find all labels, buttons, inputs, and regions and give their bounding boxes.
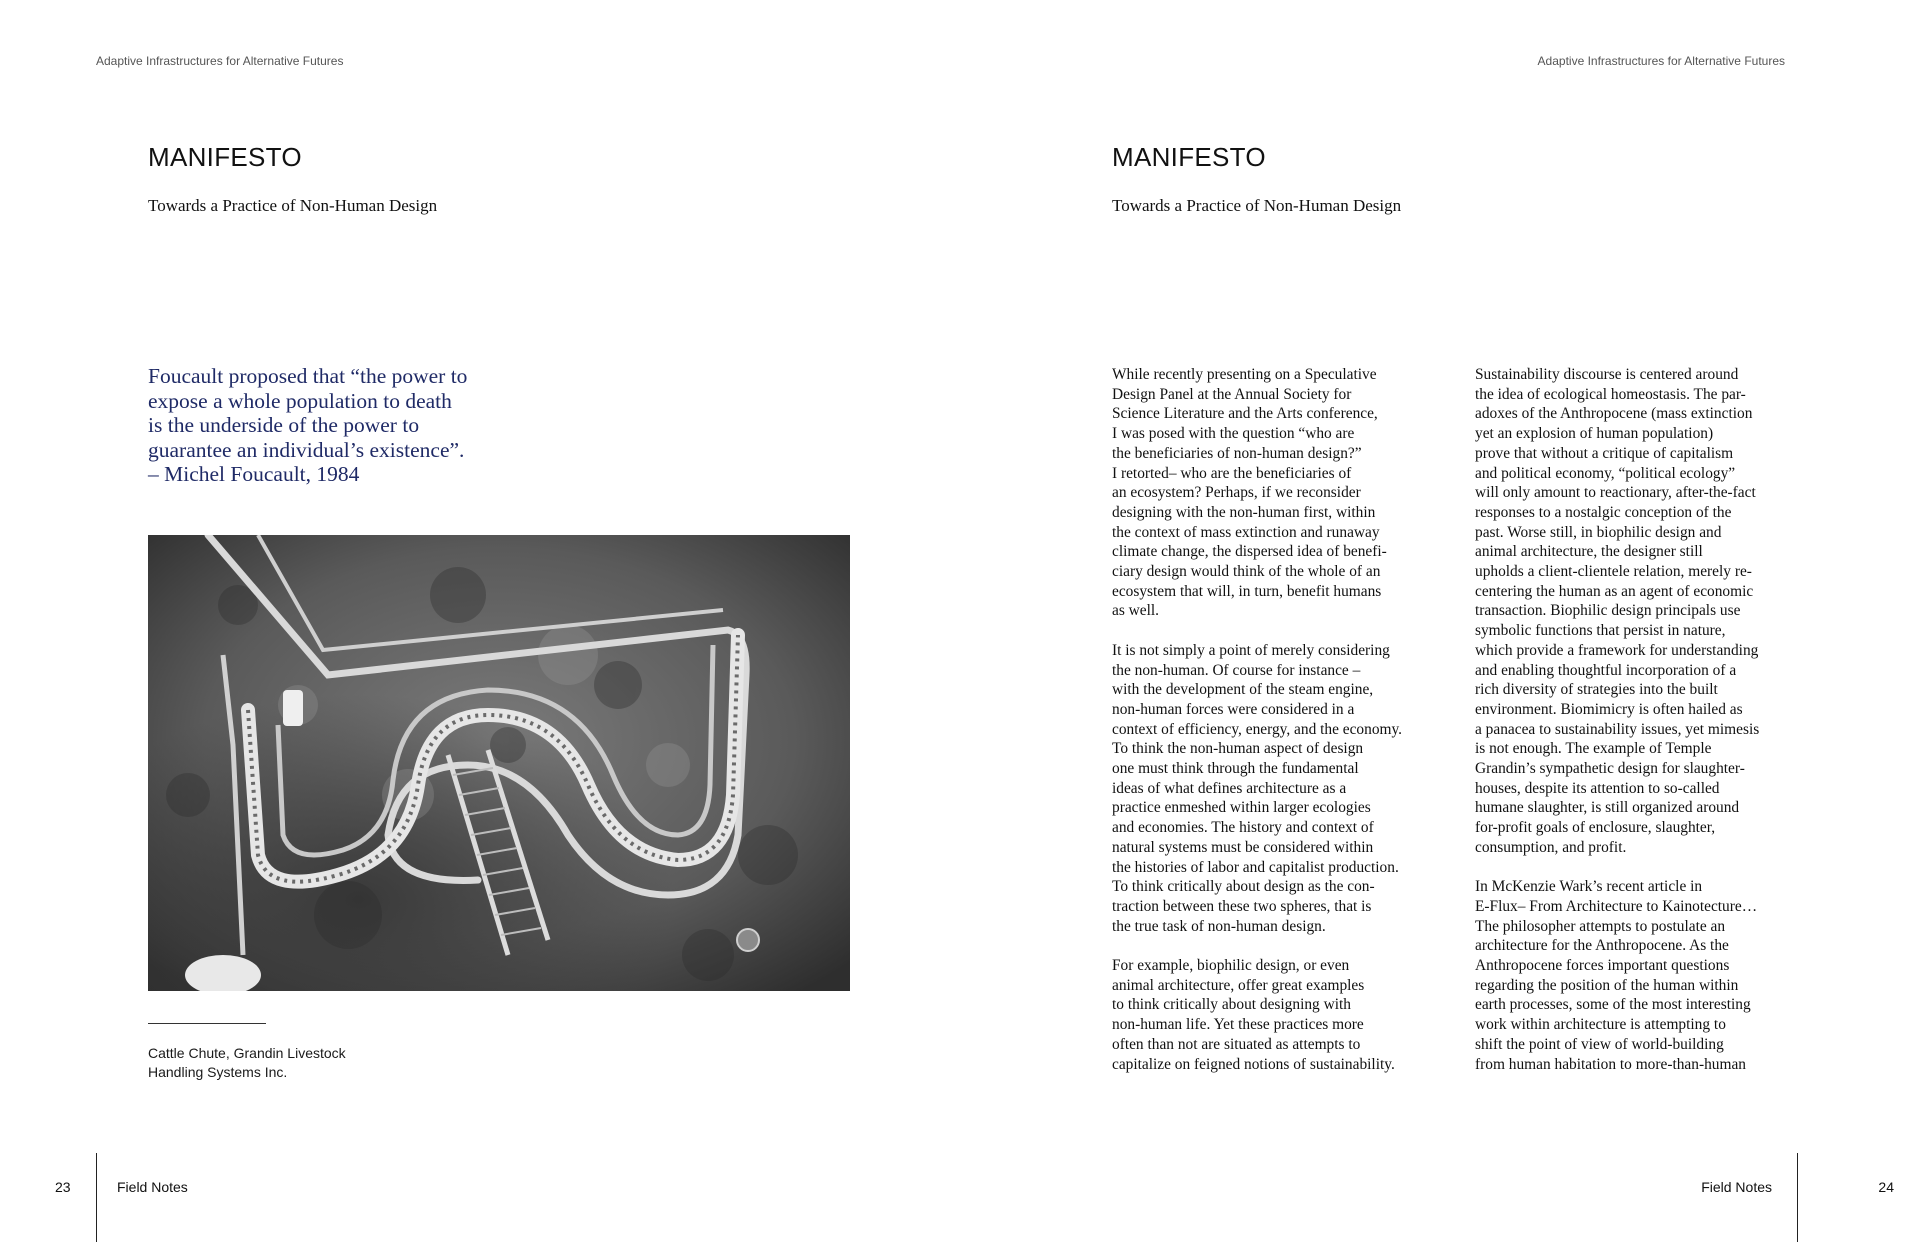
body-text-line: designing with the non-human first, within — [1112, 503, 1376, 521]
body-text-line: shift the point of view of world-building — [1475, 1035, 1724, 1053]
body-text-line: animal architecture, the designer still — [1475, 543, 1703, 561]
folio-label-left: Field Notes — [117, 1179, 188, 1195]
page-number-right: 24 — [1878, 1179, 1894, 1195]
body-text-line: For example, biophilic design, or even — [1112, 957, 1350, 975]
body-text-line: earth processes, some of the most interesting — [1475, 996, 1751, 1014]
body-column-2 — [1475, 365, 1800, 1094]
quote-line: Foucault proposed that “the power to — [148, 364, 468, 388]
body-text-line: traction between these two spheres, that is — [1112, 897, 1372, 915]
body-text-line: and political economy, “political ecology” — [1475, 464, 1736, 482]
body-text-line: It is not simply a point of merely considering — [1112, 641, 1390, 659]
body-text-line: will only amount to reactionary, after-the-fact — [1475, 484, 1756, 502]
folio-label-right: Field Notes — [1701, 1179, 1772, 1195]
body-text-line: often than not are situated as attempts to — [1112, 1035, 1361, 1053]
body-text-line: symbolic functions that persist in nature, — [1475, 622, 1726, 640]
photo-caption — [148, 1044, 408, 1082]
page-title: MANIFESTO — [148, 142, 302, 172]
body-text-line: non-human life. Yet these practices more — [1112, 1016, 1364, 1034]
body-text-line: for-profit goals of enclosure, slaughter, — [1475, 819, 1716, 837]
caption-line: Cattle Chute, Grandin Livestock — [148, 1045, 346, 1061]
body-text-line: to think critically about designing with — [1112, 996, 1351, 1014]
body-text-line: ideas of what defines architecture as a — [1112, 779, 1347, 797]
body-text-line: and enabling thoughtful incorporation of a — [1475, 661, 1737, 679]
body-text-line: past. Worse still, in biophilic design and — [1475, 523, 1722, 541]
body-text-line: is not enough. The example of Temple — [1475, 740, 1712, 758]
body-text-line: While recently presenting on a Speculative — [1112, 366, 1377, 383]
body-paragraph — [1112, 641, 1437, 937]
running-head-left: Adaptive Infrastructures for Alternative Futures — [96, 54, 344, 68]
body-text-line: rich diversity of strategies into the built — [1475, 681, 1718, 699]
body-text-line: consumption, and profit. — [1475, 838, 1627, 856]
body-text-line: Science Literature and the Arts conference, — [1112, 405, 1378, 423]
body-text-line: Anthropocene forces important questions — [1475, 957, 1730, 975]
running-head-right: Adaptive Infrastructures for Alternative Futures — [1537, 54, 1785, 68]
body-text-line: ciary design would think of the whole of an — [1112, 563, 1381, 581]
body-text-line: prove that without a critique of capitalism — [1475, 444, 1734, 462]
quote-line: is the underside of the power to — [148, 413, 420, 437]
body-text-line: transaction. Biophilic design principals use — [1475, 602, 1741, 620]
body-text-line: practice enmeshed within larger ecologies — [1112, 799, 1371, 817]
body-text-line: the beneficiaries of non-human design?” — [1112, 444, 1362, 462]
body-text-line: the true task of non-human design. — [1112, 917, 1326, 935]
body-text-line: a panacea to sustainability issues, yet mimesis — [1475, 720, 1760, 738]
body-text-line: Sustainability discourse is centered around — [1475, 366, 1739, 383]
body-paragraph — [1112, 956, 1437, 1074]
body-text-line: work within architecture is attempting to — [1475, 1016, 1726, 1034]
body-text-line: animal architecture, offer great examples — [1112, 976, 1365, 994]
body-paragraph — [1112, 365, 1437, 621]
body-text-line: responses to a nostalgic conception of the — [1475, 503, 1732, 521]
body-text-line: To think the non-human aspect of design — [1112, 740, 1364, 758]
page-title: MANIFESTO — [1112, 142, 1266, 172]
body-text-line: The philosopher attempts to postulate an — [1475, 917, 1726, 935]
body-text-line: the context of mass extinction and runaway — [1112, 523, 1380, 541]
quote-line: expose a whole population to death — [148, 388, 452, 413]
body-text-line: natural systems must be considered within — [1112, 838, 1374, 856]
folio-divider-left — [96, 1153, 97, 1242]
body-text-line: and economies. The history and context of — [1112, 819, 1374, 837]
body-text-line: environment. Biomimicry is often hailed as — [1475, 700, 1743, 718]
right-page — [960, 0, 1920, 1242]
body-text-line: Grandin’s sympathetic design for slaughter- — [1475, 760, 1745, 778]
body-text-line: adoxes of the Anthropocene (mass extinction — [1475, 405, 1753, 423]
body-text-line: an ecosystem? Perhaps, if we reconsider — [1112, 484, 1361, 502]
body-text-line: houses, despite its attention to so-called — [1475, 779, 1720, 797]
body-text-line: from human habitation to more-than-human — [1475, 1055, 1746, 1073]
caption-divider — [148, 1023, 266, 1024]
body-text-line: the idea of ecological homeostasis. The par- — [1475, 385, 1746, 403]
body-text-line: which provide a framework for understanding — [1475, 641, 1759, 659]
quote-attribution: – Michel Foucault, 1984 — [148, 462, 360, 486]
body-text-line: architecture for the Anthropocene. As the — [1475, 937, 1729, 955]
body-text-line: humane slaughter, is still organized around — [1475, 799, 1740, 817]
cattle-chute-photo — [148, 535, 850, 991]
body-text-line: one must think through the fundamental — [1112, 760, 1359, 778]
body-text-line: I retorted– who are the beneficiaries of — [1112, 464, 1352, 482]
body-text-line: climate change, the dispersed idea of benefi- — [1112, 543, 1387, 561]
body-text-line: capitalize on feigned notions of sustainability. — [1112, 1055, 1395, 1073]
body-text-line: non-human forces were considered in a — [1112, 700, 1355, 718]
page-number-left: 23 — [55, 1179, 71, 1195]
body-text-line: upholds a client-clientele relation, merely re- — [1475, 563, 1752, 581]
body-text-line: Design Panel at the Annual Society for — [1112, 385, 1352, 403]
body-text-line: with the development of the steam engine, — [1112, 681, 1374, 699]
body-text-line: the histories of labor and capitalist production. — [1112, 858, 1399, 876]
page-subtitle: Towards a Practice of Non-Human Design — [1112, 196, 1402, 215]
body-column-1 — [1112, 365, 1437, 1094]
body-text-line: the non-human. Of course for instance – — [1112, 661, 1361, 679]
body-text-line: context of efficiency, energy, and the economy. — [1112, 720, 1403, 738]
folio-divider-right — [1797, 1153, 1798, 1242]
body-paragraph — [1475, 365, 1800, 858]
body-text-line: In McKenzie Wark’s recent article in — [1475, 878, 1703, 896]
caption-line: Handling Systems Inc. — [148, 1064, 288, 1080]
page-subtitle: Towards a Practice of Non-Human Design — [148, 196, 438, 215]
aerial-photo-illustration — [148, 535, 850, 991]
body-text-line: as well. — [1112, 602, 1160, 620]
body-text-line: E-Flux– From Architecture to Kainotecture… — [1475, 897, 1758, 915]
body-text-line: I was posed with the question “who are — [1112, 425, 1355, 443]
body-text-line: yet an explosion of human population) — [1475, 425, 1714, 443]
pull-quote — [148, 364, 488, 487]
body-text-line: centering the human as an agent of economic — [1475, 582, 1754, 600]
body-text-line: regarding the position of the human within — [1475, 976, 1739, 994]
body-paragraph — [1475, 877, 1800, 1074]
body-text-line: To think critically about design as the con- — [1112, 878, 1375, 896]
quote-line: guarantee an individual’s existence”. — [148, 437, 465, 462]
body-text-line: ecosystem that will, in turn, benefit humans — [1112, 582, 1382, 600]
